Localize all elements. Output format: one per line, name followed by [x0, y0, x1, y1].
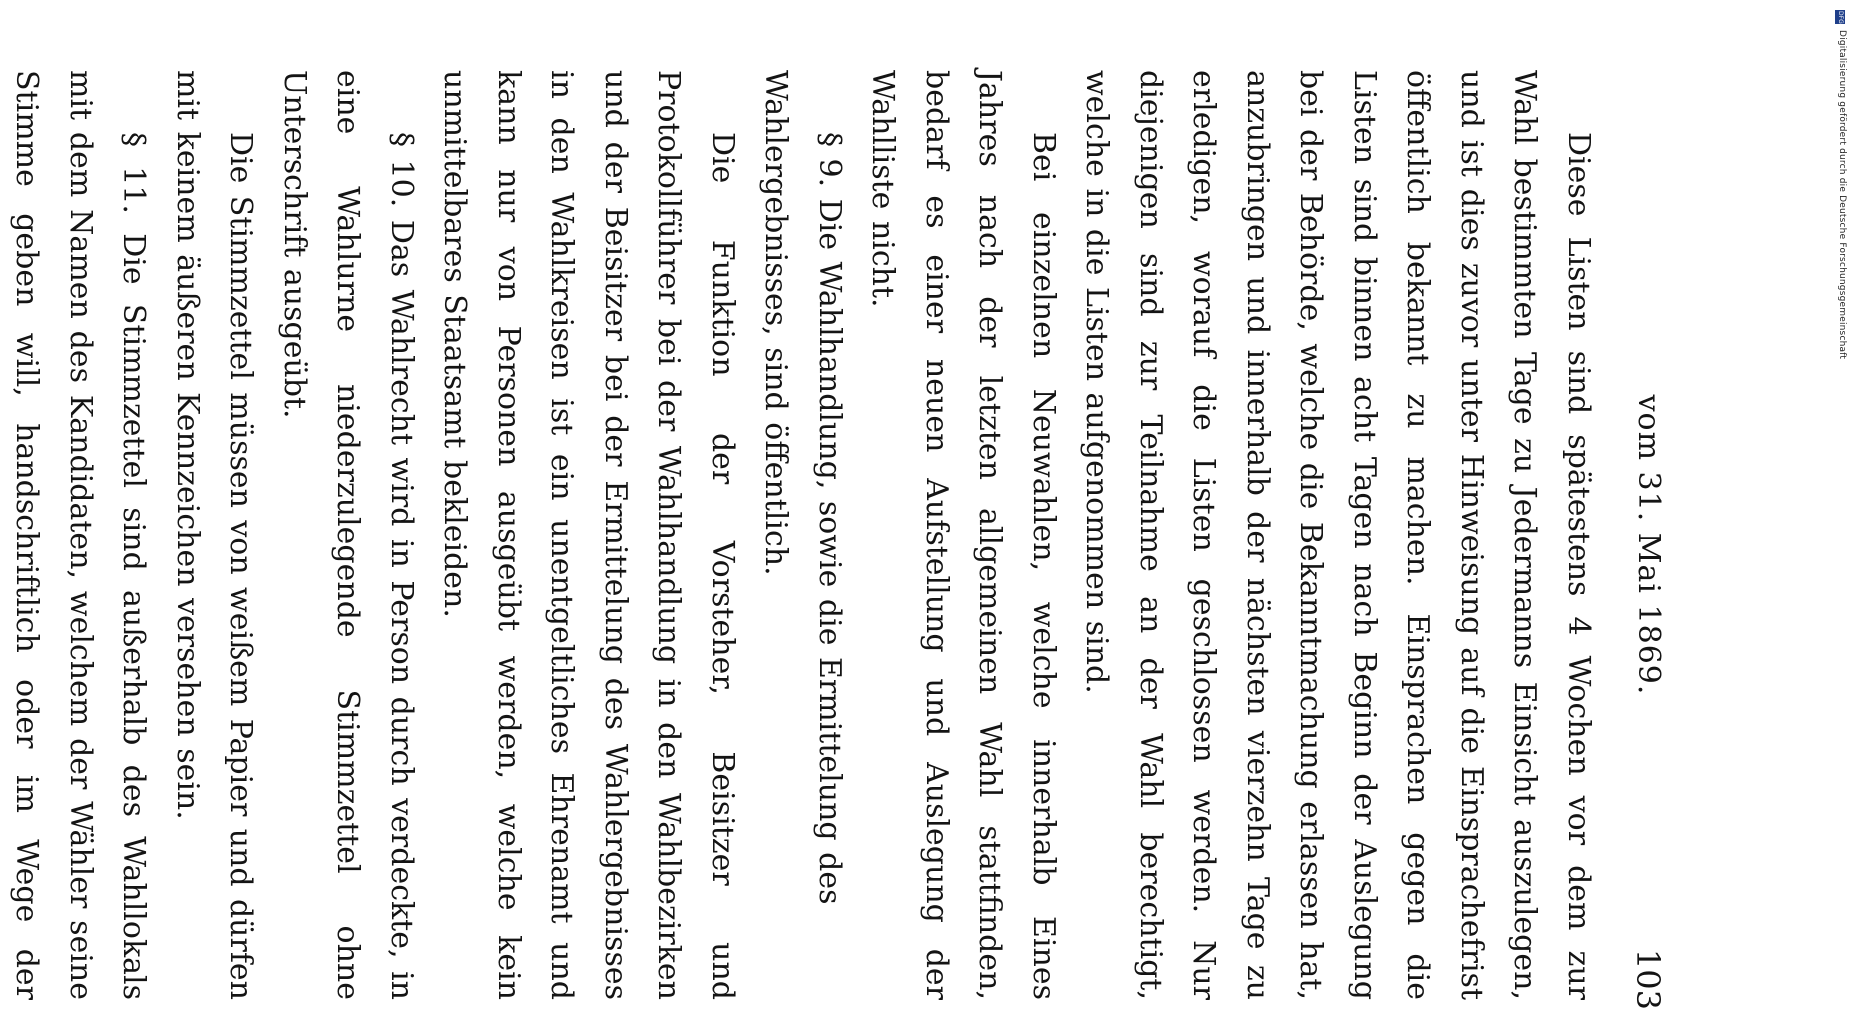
header-title: vom 31. Mai 1869.	[1631, 394, 1666, 696]
paragraph-ballots: Die Stimmzettel müssen von weißem Papier und dürfen mit keinem äußeren Kennzeichen versehen sein.	[170, 70, 259, 1000]
page-number: 103	[1629, 948, 1667, 1010]
body-text	[0, 70, 1605, 1000]
paragraph-new-elections: Bei einzelnen Neuwahlen, welche innerhalb Eines Jahres nach der letzten allgemeinen Wahl stattfinden, bedarf es einer neuen Aufstellung und Auslegung der Wahlliste nicht.	[865, 70, 1061, 1000]
digitization-credit: Digitalisierung gefördert durch die Deutsche Forschungsgemeinschaft	[1837, 30, 1847, 360]
paragraph-officials: Die Funktion der Vorsteher, Beisitzer und Protokollführer bei der Wahlhandlung in den Wahlbezirken und der Beisitzer bei der Ermittelung des Wahlergebnisses in den Wahlkreisen ist ein unentgeltliches Ehrenamt und kann nur von Personen ausgeübt werden, welche kein unmittelbares Staatsamt bekleiden.	[437, 70, 740, 1000]
section-10: § 10. Das Wahlrecht wird in Person durch verdeckte, in eine Wahlurne niederzulegende Stimmzettel ohne Unterschrift ausgeübt.	[277, 70, 419, 1000]
paragraph-lists: Diese Listen sind spätestens 4 Wochen vor dem zur Wahl bestimmten Tage zu Jedermanns Einsicht auszulegen, und ist dies zuvor unter Hinweisung auf die Einsprachefrist öffentlich bekannt zu machen. Einsprachen gegen die Listen sind binnen acht Tagen nach Beginn der Auslegung bei der Behörde, welche die Bekanntmachung erlassen hat, anzubringen und innerhalb der nächsten vierzehn Tage zu erledigen, worauf die Listen geschlossen werden. Nur diejenigen sind zur Teilnahme an der Wahl berechtigt, welche in die Listen aufgenommen sind.	[1079, 70, 1596, 1000]
running-header	[1628, 80, 1668, 1010]
section-9: § 9. Die Wahlhandlung, sowie die Ermittelung des Wahlergebnisses, sind öffentlich.	[758, 70, 847, 905]
section-11: § 11. Die Stimmzettel sind außerhalb des Wahllokals mit dem Namen des Kandidaten, welchem der Wähler seine Stimme geben will, handschriftlich oder im Wege der	[9, 70, 152, 1000]
dfg-logo-icon: DFG	[1837, 10, 1844, 24]
